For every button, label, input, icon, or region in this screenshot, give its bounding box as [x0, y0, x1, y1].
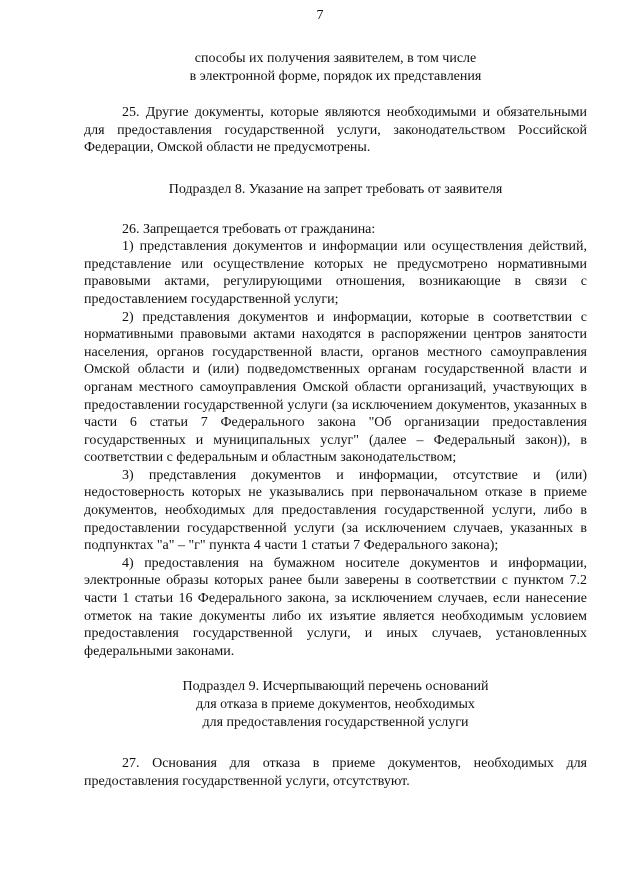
paragraph-26-item-4: 4) предоставления на бумажном носителе документов и информации, электронные образы которых ранее были заверены в соответствии с пунктом 7.2 части 1 статьи 16 Федерального закона, за исключением случаев, если нанесение отметок на такие документы либо их изъятие является необходимым условием предоставления государственной услуги, и иных случаев, установленных федеральными законами. — [84, 555, 587, 659]
continued-heading-line: способы их получения заявителем, в том числе — [194, 51, 477, 66]
subsection-8-title: Подраздел 8. Указание на запрет требовать от заявителя — [168, 181, 503, 197]
paragraph-26-intro: 26. Запрещается требовать от гражданина: — [122, 221, 376, 237]
page-number: 7 — [316, 8, 324, 23]
subsection-9-title-line: для отказа в приеме документов, необходимых — [196, 697, 475, 712]
subsection-9-title-line: Подраздел 9. Исчерпывающий перечень оснований — [182, 679, 489, 695]
document-body — [84, 50, 587, 790]
subsection-9-title — [84, 678, 587, 731]
paragraph-25: 25. Другие документы, которые являются необходимыми и обязательными для предоставления государственной услуги, законодательством Российской Федерации, Омской области не предусмотрены. — [84, 105, 587, 156]
paragraph-26-item-3: 3) представления документов и информации, отсутствие и (или) недостоверность которых не указывались при первоначальном отказе в приеме документов, необходимых для предоставления государственной услуги, либо в предоставлении государственной услуги (за исключением случаев, указанных в подпунктах "а" – "г" пункта 4 части 1 статьи 7 Федерального закона); — [84, 467, 587, 554]
continued-heading-line: в электронной форме, порядок их представления — [189, 68, 482, 84]
paragraph-27: 27. Основания для отказа в приеме документов, необходимых для предоставления государственной услуги, отсутствуют. — [84, 756, 587, 789]
paragraph-26-item-2: 2) представления документов и информации, которые в соответствии с нормативными правовыми актами находятся в распоряжении центров занятости населения, органов государственной власти, органов местного самоуправления Омской области и (или) подведомственных органам государственной власти и органам местного самоуправления Омской области организаций, участвующих в предоставлении государственной услуги (за исключением документов, указанных в части 6 статьи 7 Федерального закона "Об организации предоставления государственных и муниципальных услуг" (далее – Федеральный закон)), в соответствии с федеральным и областным законодательством; — [84, 309, 587, 466]
continued-heading — [84, 50, 587, 85]
subsection-9-title-line: для предоставления государственной услуги — [202, 714, 469, 730]
paragraph-26-item-1: 1) представления документов и информации или осуществления действий, представление или осуществление которых не предусмотрено нормативными правовыми актами, регулирующими отношения, возникающие в связи с предоставлением государственной услуги; — [84, 239, 587, 307]
